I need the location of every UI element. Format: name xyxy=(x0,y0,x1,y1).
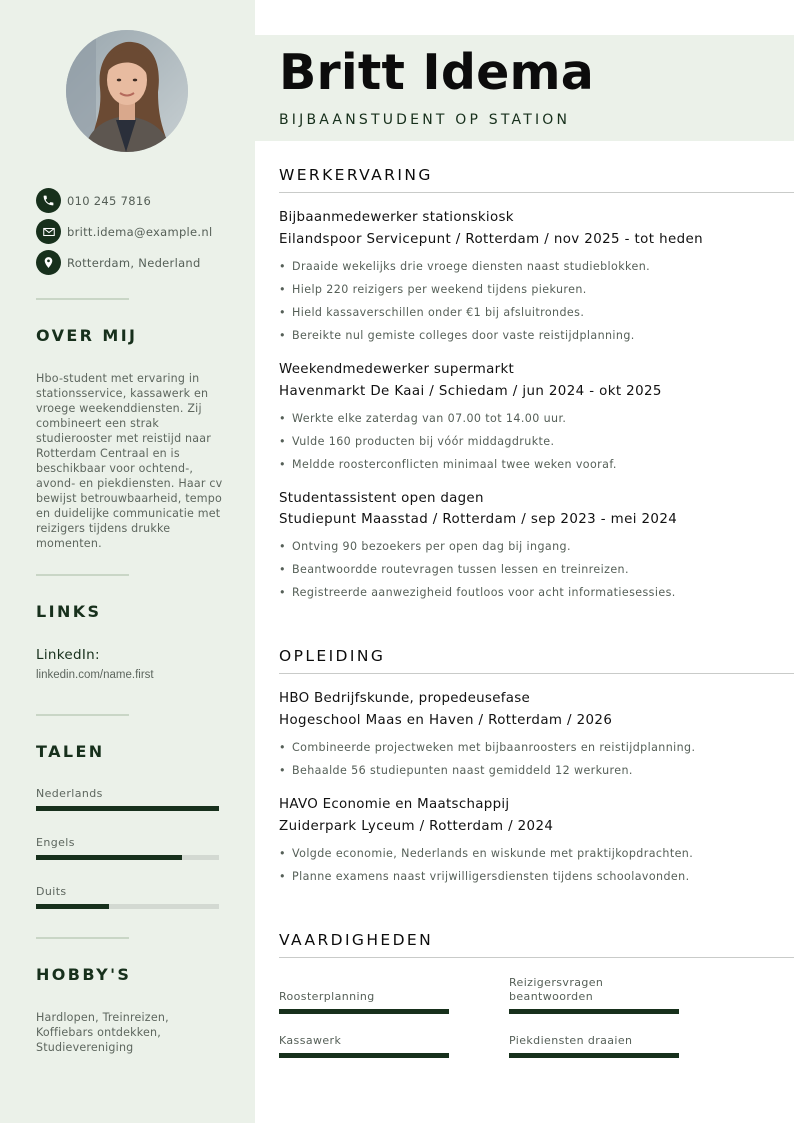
skill-name: Roosterplanning xyxy=(279,990,375,1003)
skill-level-bar xyxy=(509,1053,679,1058)
bullet-item: • Combineerde projectweken met bijbaanroosters en reistijdplanning. xyxy=(279,741,696,754)
skill-level-bar xyxy=(509,1009,679,1014)
language-level-bar xyxy=(36,806,219,811)
hobbies-heading: HOBBY'S xyxy=(36,965,132,984)
section-rule xyxy=(279,957,794,958)
language-level-fill xyxy=(36,806,219,811)
bullet-item: • Planne examens naast vrijwilligersdiensten tijdens schoolavonden. xyxy=(279,870,690,883)
about-text: Hbo-student met ervaring in stationsservice, kassawerk en vroege weekenddiensten. Zij combineert een strak studierooster met reistijd naar Rotterdam Centraal en is beschikbaar voor ochtend-, avond- en piekdiensten. Haar cv bewijst betrouwbaarheid, tempo en duidelijke communicatie met reizigers tijdens drukke momenten. xyxy=(36,372,223,550)
bullet-item: • Ontving 90 bezoekers per open dag bij ingang. xyxy=(279,540,571,553)
contact-phone xyxy=(36,188,151,213)
linkedin-label: LinkedIn: xyxy=(36,647,100,663)
avatar xyxy=(66,30,188,152)
divider xyxy=(36,574,129,576)
language-level-fill xyxy=(36,855,182,860)
language-level-bar xyxy=(36,904,219,909)
skill-name: Piekdiensten draaien xyxy=(509,1034,633,1047)
job-title: BIJBAANSTUDENT OP STATION xyxy=(279,112,571,128)
skill-name: Reizigersvragen beantwoorden xyxy=(509,976,604,1003)
profile-photo xyxy=(66,30,188,152)
bullet-item: • Vulde 160 producten bij vóór middagdrukte. xyxy=(279,435,555,448)
contact-location xyxy=(36,250,201,275)
skill-level-fill xyxy=(509,1009,679,1014)
experience-org: Eilandspoor Servicepunt / Rotterdam / nov 2025 - tot heden xyxy=(279,232,704,247)
language-name: Engels xyxy=(36,836,75,849)
experience-role: Studentassistent open dagen xyxy=(279,491,484,506)
skill-name: Kassawerk xyxy=(279,1034,342,1047)
divider xyxy=(36,937,129,939)
location-pin-icon xyxy=(36,250,61,275)
links-heading: LINKS xyxy=(36,602,102,621)
skill-level-fill xyxy=(509,1053,679,1058)
education-heading: OPLEIDING xyxy=(279,647,386,665)
language-level-fill xyxy=(36,904,109,909)
bullet-item: • Werkte elke zaterdag van 07.00 tot 14.00 uur. xyxy=(279,412,567,425)
linkedin-link[interactable]: linkedin.com/name.first xyxy=(36,669,154,681)
skill-level-fill xyxy=(279,1053,449,1058)
education-degree: HAVO Economie en Maatschappij xyxy=(279,797,510,812)
education-degree: HBO Bedrijfskunde, propedeusefase xyxy=(279,691,531,706)
sidebar xyxy=(0,0,255,1123)
contact-email xyxy=(36,219,212,244)
section-rule xyxy=(279,192,794,193)
experience-role: Weekendmedewerker supermarkt xyxy=(279,362,515,377)
location-text: Rotterdam, Nederland xyxy=(67,255,201,270)
skill-level-bar xyxy=(279,1009,449,1014)
bullet-item: • Volgde economie, Nederlands en wiskunde met praktijkopdrachten. xyxy=(279,847,694,860)
experience-heading: WERKERVARING xyxy=(279,166,433,184)
about-heading: OVER MIJ xyxy=(36,326,138,345)
phone-icon xyxy=(36,188,61,213)
skill-level-bar xyxy=(279,1053,449,1058)
languages-heading: TALEN xyxy=(36,742,105,761)
bullet-item: • Registreerde aanwezigheid foutloos voor acht informatiesessies. xyxy=(279,586,676,599)
bullet-item: • Hield kassaverschillen onder €1 bij afsluitrondes. xyxy=(279,306,585,319)
candidate-name: Britt Idema xyxy=(279,44,595,101)
bullet-item: • Behaalde 56 studiepunten naast gemiddeld 12 werkuren. xyxy=(279,764,633,777)
experience-org: Studiepunt Maasstad / Rotterdam / sep 2023 - mei 2024 xyxy=(279,512,678,527)
hobbies-text: Hardlopen, Treinreizen, Koffiebars ontdekken, Studievereniging xyxy=(36,1011,169,1054)
phone-number: 010 245 7816 xyxy=(67,193,152,208)
experience-role: Bijbaanmedewerker stationskiosk xyxy=(279,210,514,225)
bullet-item: • Beantwoordde routevragen tussen lessen en treinreizen. xyxy=(279,563,629,576)
section-rule xyxy=(279,673,794,674)
language-name: Duits xyxy=(36,885,67,898)
divider xyxy=(36,714,129,716)
email-address[interactable]: britt.idema@example.nl xyxy=(67,224,213,239)
education-school: Zuiderpark Lyceum / Rotterdam / 2024 xyxy=(279,819,554,834)
bullet-item: • Draaide wekelijks drie vroege diensten naast studieblokken. xyxy=(279,260,651,273)
bullet-item: • Hielp 220 reizigers per weekend tijdens piekuren. xyxy=(279,283,587,296)
bullet-item: • Bereikte nul gemiste colleges door vaste reistijdplanning. xyxy=(279,329,635,342)
language-name: Nederlands xyxy=(36,787,103,800)
skills-heading: VAARDIGHEDEN xyxy=(279,931,434,949)
language-level-bar xyxy=(36,855,219,860)
mail-icon xyxy=(36,219,61,244)
divider xyxy=(36,298,129,300)
bullet-item: • Meldde roosterconflicten minimaal twee weken vooraf. xyxy=(279,458,617,471)
experience-org: Havenmarkt De Kaai / Schiedam / jun 2024 - okt 2025 xyxy=(279,384,662,399)
education-school: Hogeschool Maas en Haven / Rotterdam / 2026 xyxy=(279,713,613,728)
skill-level-fill xyxy=(279,1009,449,1014)
